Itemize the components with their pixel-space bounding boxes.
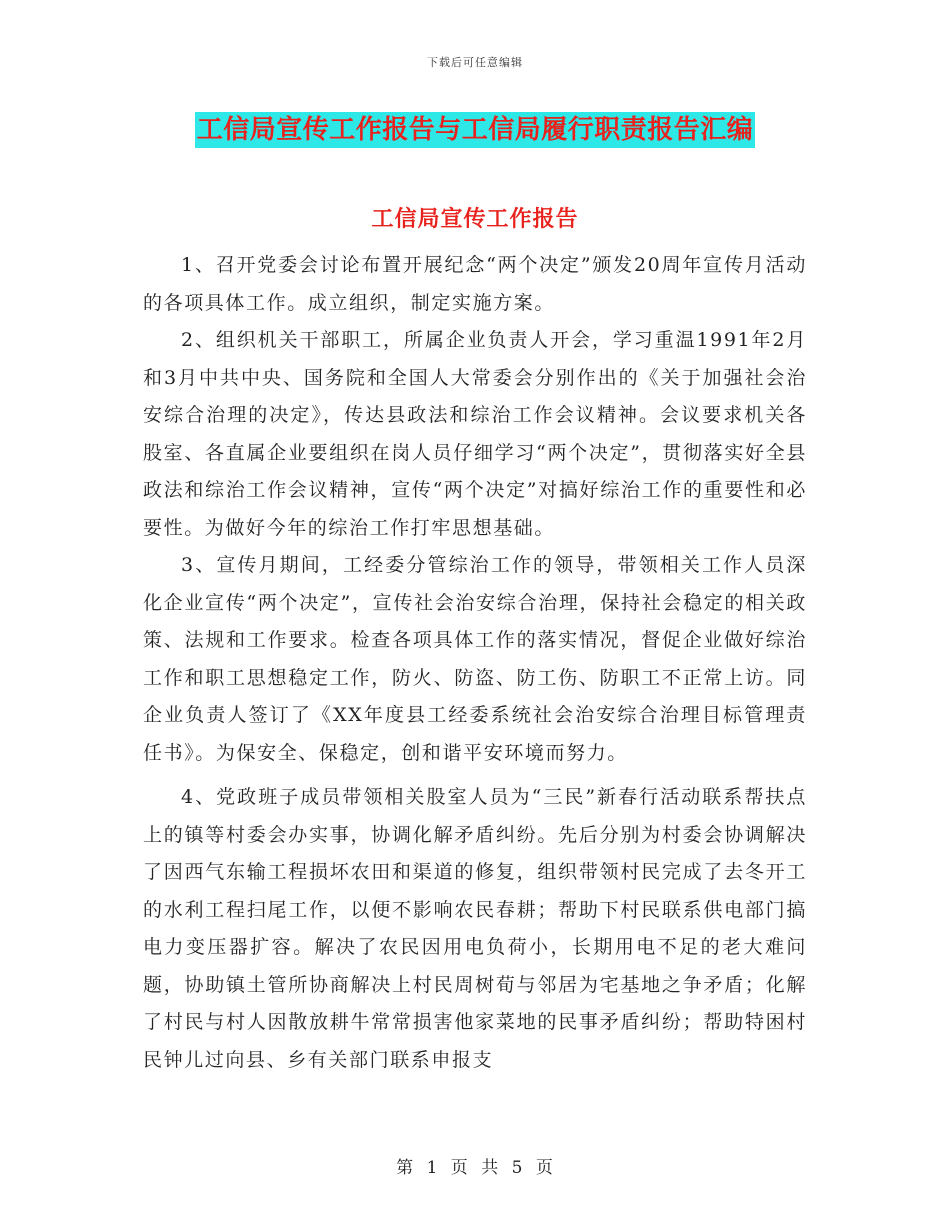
page-header-note: 下载后可任意编辑: [427, 56, 523, 69]
paragraph-1: 1、召开党委会讨论布置开展纪念“两个决定”颁发20周年宣传月活动的各项具体工作。成立组织，制定实施方案。: [143, 254, 807, 314]
paragraph-3: 3、宣传月期间，工经委分管综治工作的领导，带领相关工作人员深化企业宣传“两个决定”，宣传社会治安综合治理，保持社会稳定的相关政策、法规和工作要求。检查各项具体工作的落实情况，督促企业做好综治工作和职工思想稳定工作，防火、防盗、防工伤、防职工不正常上访。同企业负责人签订了《XX年度县工经委系统社会治安综合治理目标管理责任书》。为保安全、保稳定，创和谐平安环境而努力。: [143, 554, 807, 764]
document-body: [143, 247, 807, 1079]
page-footer-number: 第 1 页 共 5 页: [396, 1158, 554, 1178]
paragraph-4: 4、党政班子成员带领相关股室人员为“三民”新春行活动联系帮扶点上的镇等村委会办实事，协调化解矛盾纠纷。先后分别为村委会协调解决了因西气东输工程损坏农田和渠道的修复，组织带领村民完成了去冬开工的水利工程扫尾工作，以便不影响农民春耕；帮助下村民联系供电部门搞电力变压器扩容。解决了农民因用电负荷小，长期用电不足的老大难问题，协助镇土管所协商解决上村民周树荀与邻居为宅基地之争矛盾；化解了村民与村人因散放耕牛常常损害他家菜地的民事矛盾纠纷；帮助特困村民钟儿过向县、乡有关部门联系申报支: [143, 786, 807, 1071]
document-title-container: [0, 112, 950, 148]
document-title: 工信局宣传工作报告与工信局履行职责报告汇编: [195, 112, 756, 148]
paragraph-2: 2、组织机关干部职工，所属企业负责人开会，学习重温1991年2月和3月中共中央、国务院和全国人大常委会分别作出的《关于加强社会治安综合治理的决定》，传达县政法和综治工作会议精神。会议要求机关各股室、各直属企业要组织在岗人员仔细学习“两个决定”，贯彻落实好全县政法和综治工作会议精神，宣传“两个决定”对搞好综治工作的重要性和必要性。为做好今年的综治工作打牢思想基础。: [143, 329, 807, 539]
section-title: 工信局宣传工作报告: [371, 206, 579, 232]
